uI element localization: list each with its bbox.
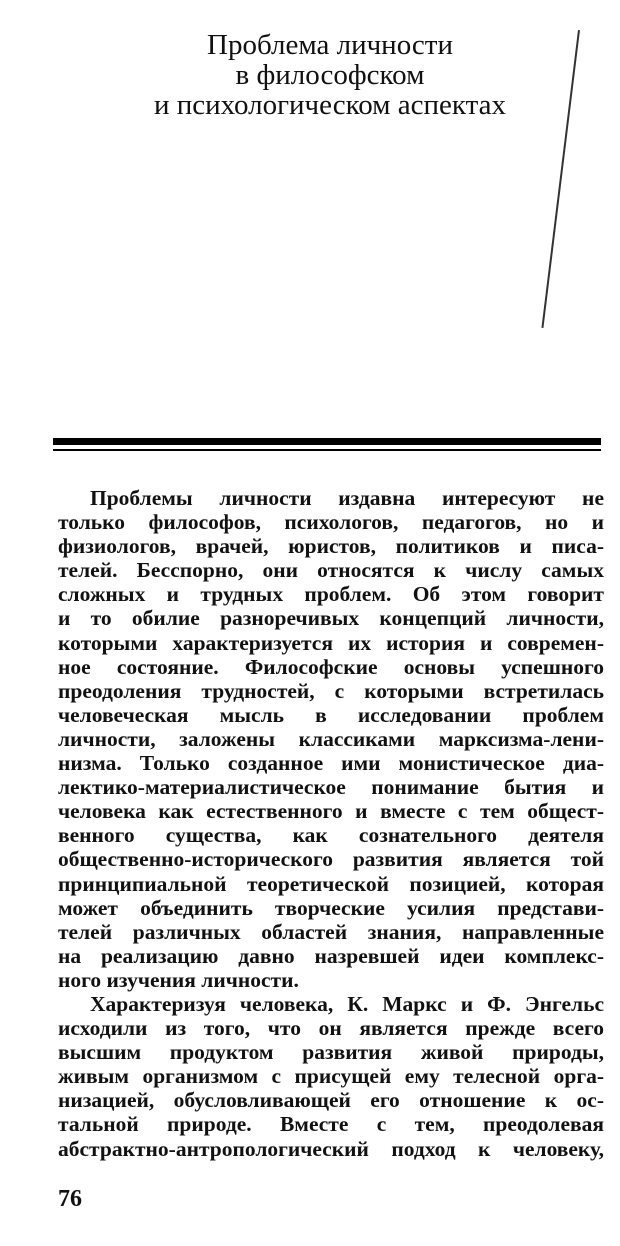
text-line: телей различных областей знания, направленные bbox=[58, 919, 604, 944]
text-line: венного существа, как сознательного деятеля bbox=[58, 823, 604, 848]
text-line: низма. Только созданное ими монистическое диа- bbox=[58, 751, 604, 776]
text-line: ное состояние. Философские основы успешного bbox=[58, 654, 604, 679]
text-line: телей. Бесспорно, они относятся к числу самых bbox=[58, 558, 604, 583]
text-line: которыми характеризуется их история и современ- bbox=[58, 630, 604, 655]
text-line: принципиальной теоретической позицией, которая bbox=[58, 871, 604, 896]
chapter-title-line-3: и психологическом аспектах bbox=[153, 89, 507, 121]
text-line: тальной природе. Вместе с тем, преодолевая bbox=[58, 1112, 604, 1137]
section-divider-thin bbox=[53, 449, 601, 451]
text-line: человеческая мысль в исследовании проблем bbox=[58, 702, 604, 727]
text-line: и то обилие разноречивых концепций личности, bbox=[58, 606, 604, 631]
text-line: лектико-материалистическое понимание бытия и bbox=[58, 775, 604, 800]
text-line: физиологов, врачей, юристов, политиков и писа- bbox=[58, 534, 604, 559]
text-line: Характеризуя человека, К. Маркс и Ф. Энгельс bbox=[90, 991, 604, 1016]
paragraph-2 bbox=[58, 992, 604, 1161]
text-line: сложных и трудных проблем. Об этом говорит bbox=[58, 582, 604, 607]
body-text bbox=[58, 486, 604, 1161]
text-line: Проблемы личности издавна интересуют не bbox=[90, 486, 604, 510]
text-line: абстрактно-антропологический подход к человеку, bbox=[58, 1136, 604, 1161]
text-line: преодоления трудностей, с которыми встретилась bbox=[58, 678, 604, 703]
section-divider-thick bbox=[53, 438, 601, 445]
text-line: человека как естественного и вместе с тем общест- bbox=[58, 799, 604, 824]
text-line: высшим продуктом развития живой природы, bbox=[58, 1040, 604, 1065]
text-line: личности, заложены классиками марксизма-лени- bbox=[58, 726, 604, 751]
text-line: живым организмом с присущей ему телесной орга- bbox=[58, 1064, 604, 1089]
chapter-title-line-2: в философском bbox=[235, 59, 425, 91]
chapter-title-line-1: Проблема личности bbox=[207, 29, 453, 61]
chapter-title bbox=[60, 30, 600, 120]
paragraph-1 bbox=[58, 486, 604, 992]
text-line: на реализацию давно назревшей идеи комплекс- bbox=[58, 943, 604, 968]
text-line: низацией, обусловливающей его отношение к ос- bbox=[58, 1088, 604, 1113]
text-line: может объединить творческие усилия представи- bbox=[58, 895, 604, 920]
text-line: общественно-исторического развития является той bbox=[58, 847, 604, 872]
page-number: 76 bbox=[58, 1186, 82, 1212]
text-line: исходили из того, что он является прежде всего bbox=[58, 1016, 604, 1041]
text-line: ного изучения личности. bbox=[58, 967, 299, 992]
text-line: только философов, психологов, педагогов, но и bbox=[58, 510, 604, 535]
